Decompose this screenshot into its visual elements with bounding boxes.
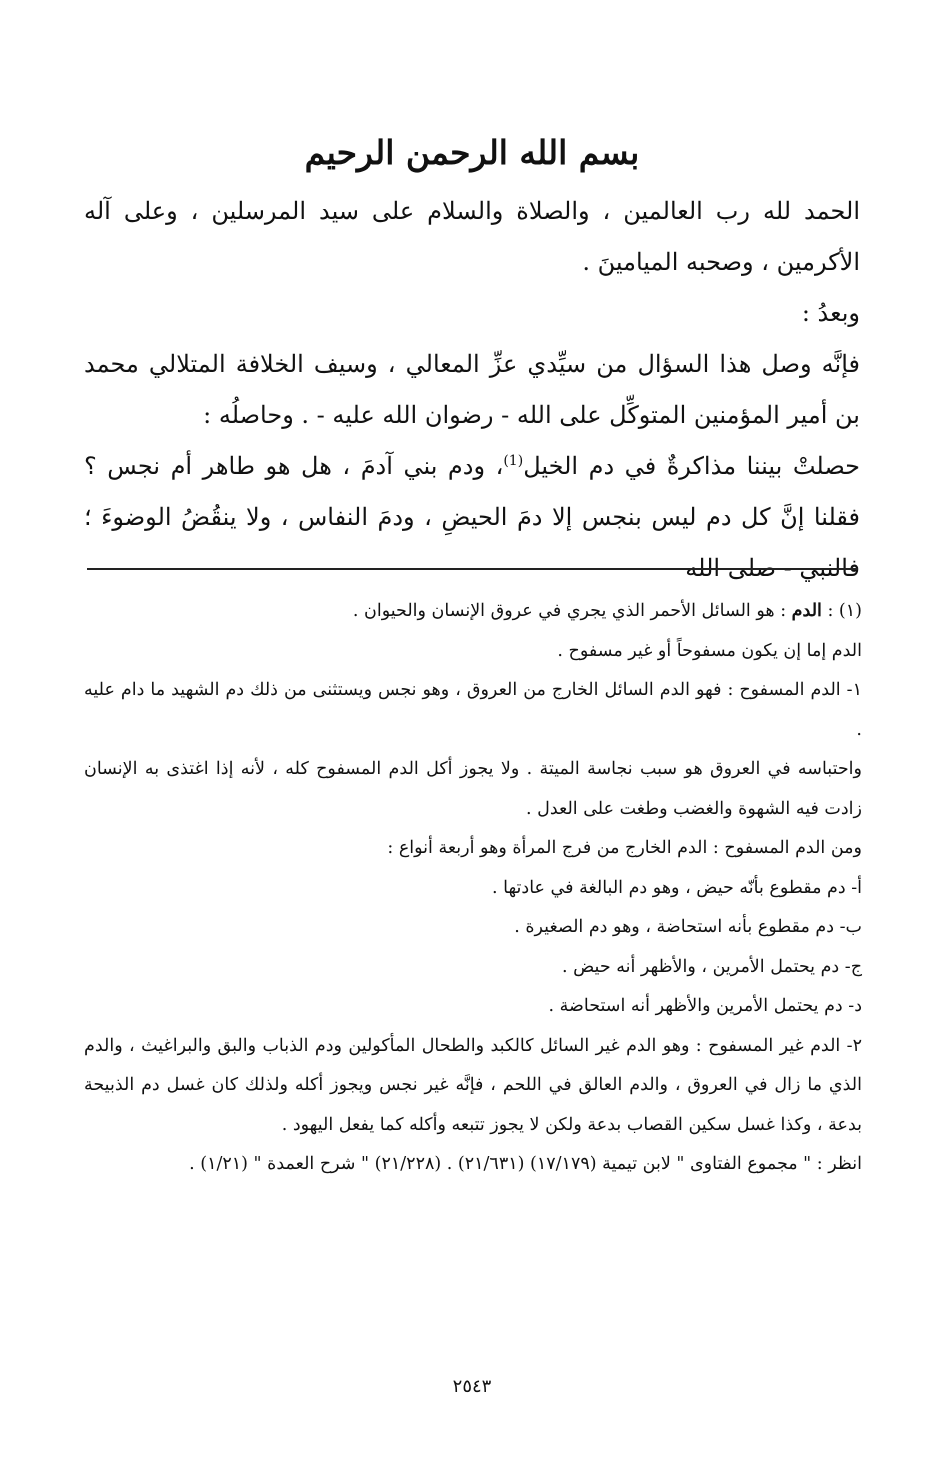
main-text — [84, 186, 860, 594]
paragraph-wabad: وبعدُ : — [801, 299, 860, 327]
footnote-type-b: ب- دم مقطوع بأنه استحاضة ، وهو دم الصغيرة . — [514, 917, 862, 937]
footnotes — [84, 592, 862, 1185]
footnote-type-d: د- دم يحتمل الأمرين والأظهر أنه استحاضة . — [548, 996, 862, 1016]
footnote-1-marker: (١) : — [827, 601, 862, 621]
basmala-title: بسم الله الرحمن الرحيم — [304, 133, 640, 172]
footnote-1-definition — [84, 592, 862, 632]
page-number: ٢٥٤٣ — [452, 1376, 492, 1397]
paragraph-discussion — [84, 441, 860, 594]
footnote-type-c: ج- دم يحتمل الأمرين ، والأظهر أنه حيض . — [561, 956, 862, 977]
footnote-item-1-types: ومن الدم المسفوح : الدم الخارج من فرج المرأة وهو أربعة أنواع : — [387, 838, 862, 858]
footnote-type-a: أ- دم مقطوع بأنّه حيض ، وهو دم البالغة في عادتها . — [492, 877, 862, 898]
footnote-item-2: ٢- الدم غير المسفوح : وهو الدم غير السائل كالكبد والطحال المأكولين ودم الذباب والبق والبراغيث ، والدم الذي ما زال في العروق ، والدم العالق في اللحم ، فإنَّه غير نجس ويجوز أكله ولذلك كان غسل دم الذبيحة بدعة ، وكذا غسل سكين القصاب بدعة ولكن لا يجوز تتبعه وأكله كما يفعل اليهود . — [84, 1035, 862, 1135]
footnote-1-term: الدم — [791, 601, 822, 621]
footnote-item-1-continued: واحتباسه في العروق هو سبب نجاسة الميتة . ولا يجوز أكل الدم المسفوح كله ، لأنه إذا اغتذى به الإنسان زادت فيه الشهوة والغضب وطغت على العدل . — [84, 759, 862, 819]
footnote-separator — [87, 568, 858, 570]
paragraph-question-origin: فإنَّه وصل هذا السؤال من سيِّدي عزِّ المعالي ، وسيف الخلافة المتلالي محمد بن أمير المؤمنين المتوكِّل على الله - رضوان الله عليه - . وحاصلُه : — [84, 350, 860, 429]
footnote-references: انظر : " مجموع الفتاوى " لابن تيمية (١٧/١٧٩) (٢١/٦٣١) . (٢١/٢٢٨) " شرح العمدة " (١/٢١) . — [189, 1154, 862, 1174]
footnote-item-1: ١- الدم المسفوح : فهو الدم السائل الخارج من العروق ، وهو نجس ويستثنى من ذلك دم الشهيد ما دام عليه . — [84, 680, 862, 740]
paragraph-praise: الحمد لله رب العالمين ، والصلاة والسلام على سيد المرسلين ، وعلى آله الأكرمين ، وصحبه الميامينَ . — [84, 197, 860, 276]
footnote-1-definition-text: : هو السائل الأحمر الذي يجري في عروق الإنسان والحيوان . — [352, 601, 787, 621]
discussion-text-start: حصلتْ بيننا مذاكرةٌ في دم الخيل — [523, 452, 860, 480]
discussion-text-end: ، ودم بني آدمَ ، هل هو طاهر أم نجس ؟ فقلنا إنَّ كل دم ليس بنجس إلا دمَ الحيضِ ، ودمَ النفاس ، ولا ينقُضُ الوضوءَ ؛ فالنبي - صلى الله — [84, 452, 860, 582]
footnote-1-split: الدم إما إن يكون مسفوحاً أو غير مسفوح . — [557, 640, 862, 661]
footnote-reference[interactable]: (1) — [503, 453, 524, 469]
